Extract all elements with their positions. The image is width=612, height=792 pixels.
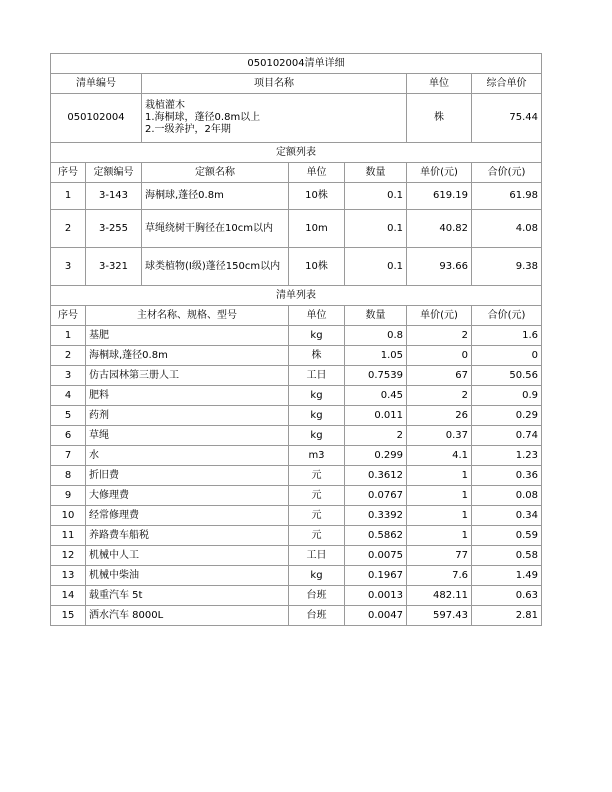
materials-header-row <box>51 306 542 326</box>
material-qty: 0.3612 <box>345 466 407 486</box>
material-price: 67 <box>407 366 472 386</box>
material-row <box>51 386 542 406</box>
materials-section-row <box>51 286 542 306</box>
quota-name: 球类植物(I级)蓬径150cm以内 <box>142 248 289 286</box>
quota-section-title: 定额列表 <box>51 143 542 163</box>
material-total: 0.63 <box>472 586 542 606</box>
item-unit: 株 <box>407 94 472 143</box>
quota-price: 93.66 <box>407 248 472 286</box>
material-name: 肥料 <box>86 386 289 406</box>
material-qty: 0.0075 <box>345 546 407 566</box>
materials-col-header: 主材名称、规格、型号 <box>86 306 289 326</box>
material-qty: 0.45 <box>345 386 407 406</box>
material-name: 经常修理费 <box>86 506 289 526</box>
material-qty: 0.5862 <box>345 526 407 546</box>
material-no: 14 <box>51 586 86 606</box>
material-name: 养路费车船税 <box>86 526 289 546</box>
quota-total: 9.38 <box>472 248 542 286</box>
quota-unit: 10株 <box>289 248 345 286</box>
material-unit: 台班 <box>289 586 345 606</box>
material-qty: 0.8 <box>345 326 407 346</box>
material-price: 482.11 <box>407 586 472 606</box>
material-qty: 2 <box>345 426 407 446</box>
material-unit: 株 <box>289 346 345 366</box>
material-total: 0.58 <box>472 546 542 566</box>
material-total: 0.29 <box>472 406 542 426</box>
material-row <box>51 586 542 606</box>
material-name: 折旧费 <box>86 466 289 486</box>
material-qty: 0.011 <box>345 406 407 426</box>
material-price: 0.37 <box>407 426 472 446</box>
quota-qty: 0.1 <box>345 183 407 210</box>
quota-col-header: 序号 <box>51 163 86 183</box>
material-price: 1 <box>407 466 472 486</box>
quota-col-header: 单价(元) <box>407 163 472 183</box>
quota-col-header: 定额编号 <box>86 163 142 183</box>
material-total: 0 <box>472 346 542 366</box>
name-header: 项目名称 <box>142 74 407 94</box>
quota-header-row <box>51 163 542 183</box>
item-name <box>142 94 407 143</box>
material-unit: kg <box>289 406 345 426</box>
material-unit: 台班 <box>289 606 345 626</box>
item-name-line: 2.一级养护，2年期 <box>145 124 231 135</box>
material-row <box>51 606 542 626</box>
quota-unit: 10株 <box>289 183 345 210</box>
material-price: 597.43 <box>407 606 472 626</box>
material-row <box>51 526 542 546</box>
material-name: 药剂 <box>86 406 289 426</box>
material-no: 11 <box>51 526 86 546</box>
item-price: 75.44 <box>472 94 542 143</box>
material-row <box>51 446 542 466</box>
material-row <box>51 546 542 566</box>
material-price: 2 <box>407 326 472 346</box>
material-unit: 元 <box>289 506 345 526</box>
item-row <box>51 94 542 143</box>
quota-total: 4.08 <box>472 210 542 248</box>
material-no: 8 <box>51 466 86 486</box>
material-name: 基肥 <box>86 326 289 346</box>
materials-col-header: 序号 <box>51 306 86 326</box>
material-no: 12 <box>51 546 86 566</box>
material-name: 仿古园林第三册人工 <box>86 366 289 386</box>
material-name: 洒水汽车 8000L <box>86 606 289 626</box>
material-price: 7.6 <box>407 566 472 586</box>
material-no: 7 <box>51 446 86 466</box>
material-unit: 元 <box>289 466 345 486</box>
material-no: 10 <box>51 506 86 526</box>
material-unit: kg <box>289 426 345 446</box>
material-row <box>51 506 542 526</box>
material-unit: kg <box>289 326 345 346</box>
material-name: 机械中柴油 <box>86 566 289 586</box>
material-price: 77 <box>407 546 472 566</box>
material-qty: 0.0013 <box>345 586 407 606</box>
material-row <box>51 426 542 446</box>
quota-row <box>51 248 542 286</box>
material-price: 1 <box>407 526 472 546</box>
material-no: 5 <box>51 406 86 426</box>
item-header-row <box>51 74 542 94</box>
material-qty: 0.299 <box>345 446 407 466</box>
quota-qty: 0.1 <box>345 248 407 286</box>
detail-table <box>50 53 542 626</box>
material-qty: 0.0047 <box>345 606 407 626</box>
material-total: 0.9 <box>472 386 542 406</box>
page-title: 050102004清单详细 <box>51 54 542 74</box>
material-total: 0.74 <box>472 426 542 446</box>
material-name: 水 <box>86 446 289 466</box>
materials-col-header: 单价(元) <box>407 306 472 326</box>
material-no: 6 <box>51 426 86 446</box>
material-qty: 0.3392 <box>345 506 407 526</box>
material-price: 0 <box>407 346 472 366</box>
quota-unit: 10m <box>289 210 345 248</box>
materials-section-title: 清单列表 <box>51 286 542 306</box>
material-price: 4.1 <box>407 446 472 466</box>
material-row <box>51 366 542 386</box>
quota-row <box>51 210 542 248</box>
material-total: 0.59 <box>472 526 542 546</box>
material-price: 2 <box>407 386 472 406</box>
quota-col-header: 单位 <box>289 163 345 183</box>
material-no: 15 <box>51 606 86 626</box>
material-qty: 0.7539 <box>345 366 407 386</box>
quota-col-header: 定额名称 <box>142 163 289 183</box>
title-row <box>51 54 542 74</box>
material-name: 载重汽车 5t <box>86 586 289 606</box>
material-unit: kg <box>289 386 345 406</box>
material-unit: 元 <box>289 486 345 506</box>
material-name: 海桐球,蓬径0.8m <box>86 346 289 366</box>
material-total: 0.36 <box>472 466 542 486</box>
materials-col-header: 单位 <box>289 306 345 326</box>
quota-code: 3-255 <box>86 210 142 248</box>
material-unit: 元 <box>289 526 345 546</box>
item-code: 050102004 <box>51 94 142 143</box>
material-row <box>51 346 542 366</box>
material-name: 大修理费 <box>86 486 289 506</box>
material-total: 0.08 <box>472 486 542 506</box>
material-no: 3 <box>51 366 86 386</box>
quota-col-header: 合价(元) <box>472 163 542 183</box>
quota-name: 海桐球,蓬径0.8m <box>142 183 289 210</box>
material-row <box>51 326 542 346</box>
quota-price: 40.82 <box>407 210 472 248</box>
material-price: 1 <box>407 506 472 526</box>
material-total: 2.81 <box>472 606 542 626</box>
material-qty: 0.0767 <box>345 486 407 506</box>
quota-col-header: 数量 <box>345 163 407 183</box>
material-name: 草绳 <box>86 426 289 446</box>
material-no: 1 <box>51 326 86 346</box>
quota-name: 草绳绕树干胸径在10cm以内 <box>142 210 289 248</box>
quota-no: 1 <box>51 183 86 210</box>
material-qty: 1.05 <box>345 346 407 366</box>
material-row <box>51 566 542 586</box>
quota-price: 619.19 <box>407 183 472 210</box>
quota-no: 3 <box>51 248 86 286</box>
material-qty: 0.1967 <box>345 566 407 586</box>
quota-section-row <box>51 143 542 163</box>
quota-code: 3-321 <box>86 248 142 286</box>
material-total: 50.56 <box>472 366 542 386</box>
material-row <box>51 486 542 506</box>
quota-no: 2 <box>51 210 86 248</box>
material-total: 1.23 <box>472 446 542 466</box>
material-total: 1.49 <box>472 566 542 586</box>
material-no: 2 <box>51 346 86 366</box>
unit-header: 单位 <box>407 74 472 94</box>
material-no: 9 <box>51 486 86 506</box>
material-unit: m3 <box>289 446 345 466</box>
material-unit: 工日 <box>289 546 345 566</box>
material-total: 1.6 <box>472 326 542 346</box>
materials-col-header: 数量 <box>345 306 407 326</box>
quota-row <box>51 183 542 210</box>
material-name: 机械中人工 <box>86 546 289 566</box>
material-price: 1 <box>407 486 472 506</box>
code-header: 清单编号 <box>51 74 142 94</box>
material-unit: kg <box>289 566 345 586</box>
material-no: 13 <box>51 566 86 586</box>
material-unit: 工日 <box>289 366 345 386</box>
item-name-line: 1.海桐球，蓬径0.8m以上 <box>145 112 261 123</box>
materials-col-header: 合价(元) <box>472 306 542 326</box>
quota-code: 3-143 <box>86 183 142 210</box>
material-row <box>51 406 542 426</box>
price-header: 综合单价 <box>472 74 542 94</box>
quota-qty: 0.1 <box>345 210 407 248</box>
material-no: 4 <box>51 386 86 406</box>
material-price: 26 <box>407 406 472 426</box>
material-row <box>51 466 542 486</box>
quota-total: 61.98 <box>472 183 542 210</box>
material-total: 0.34 <box>472 506 542 526</box>
item-name-line: 栽植灌木 <box>145 100 185 111</box>
